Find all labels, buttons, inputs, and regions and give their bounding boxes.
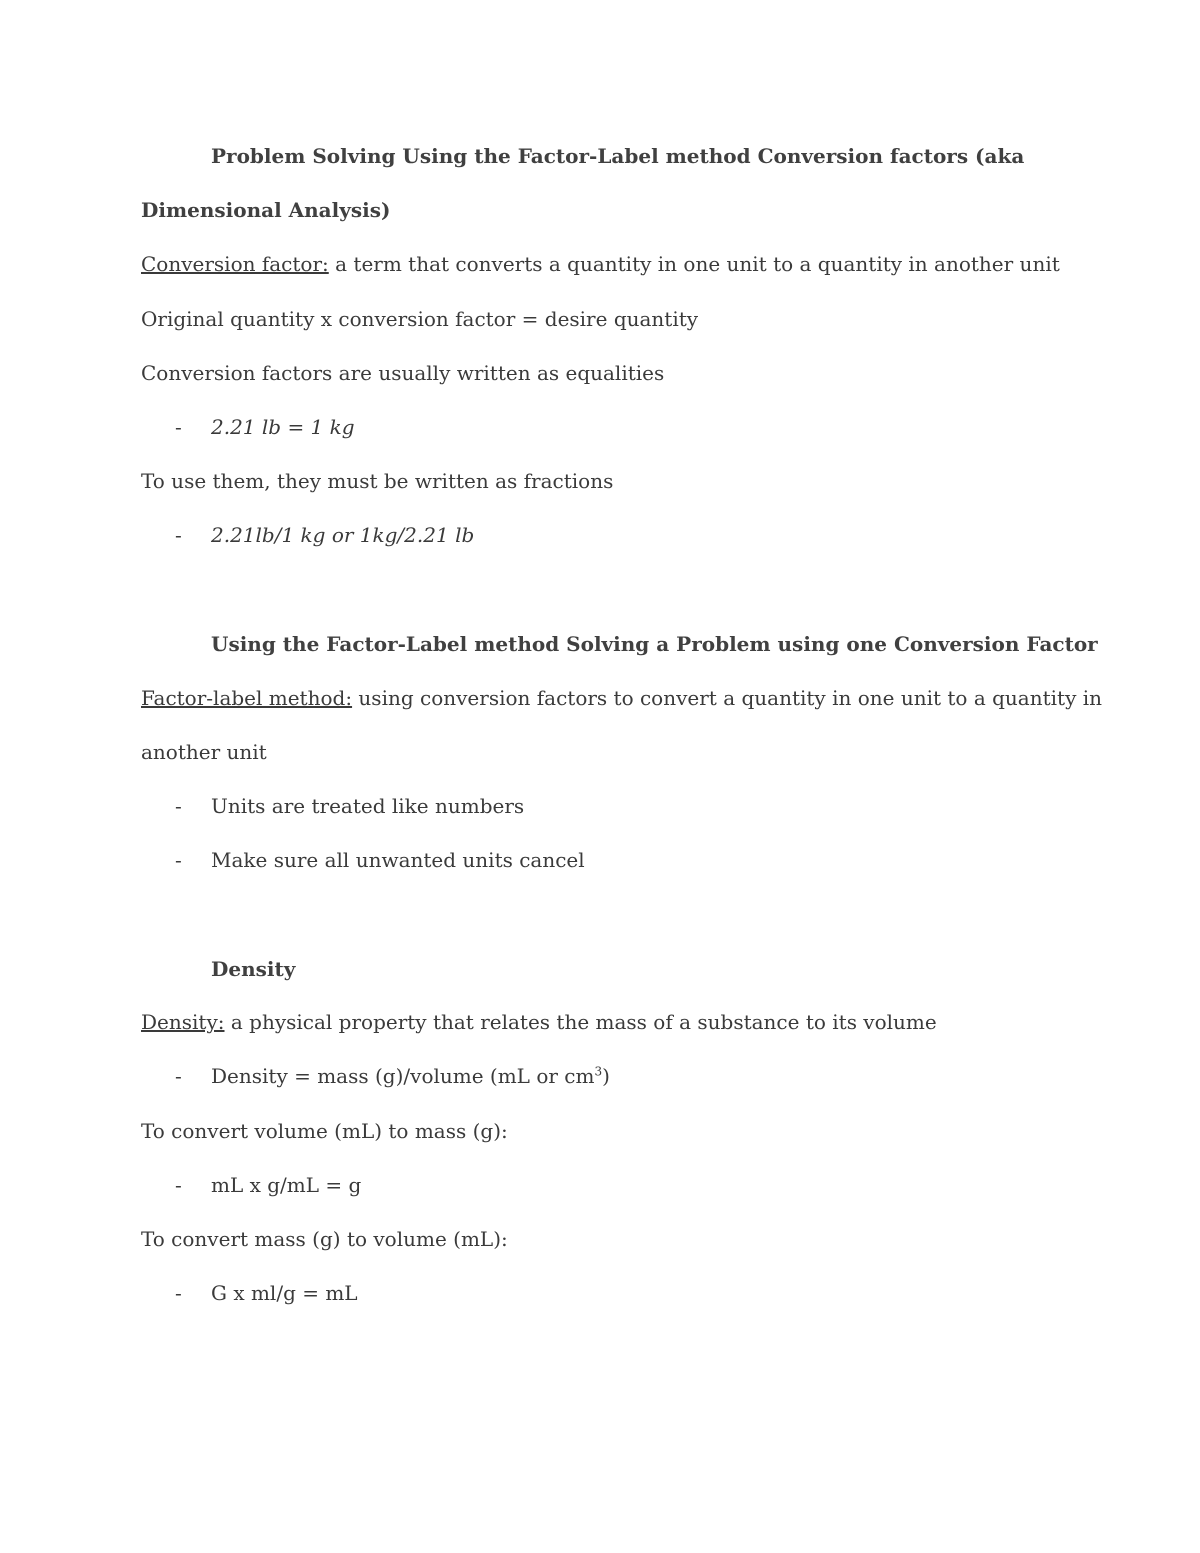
conversion-factor-text: a term that converts a quantity in one unit to a quantity in another unit <box>328 252 1060 276</box>
mass-to-vol-line: To convert mass (g) to volume (mL): <box>141 1227 508 1251</box>
vol-to-mass-line: To convert volume (mL) to mass (g): <box>141 1119 508 1143</box>
bullet-dash: - <box>175 1173 182 1197</box>
section2-heading: Using the Factor-Label method Solving a Problem using one Conversion Factor <box>211 632 1098 656</box>
factor-label-text: using conversion factors to convert a quantity in one unit to a quantity in <box>352 686 1103 710</box>
formula-line: Original quantity x conversion factor = desire quantity <box>141 307 699 331</box>
section3-heading: Density <box>211 957 296 981</box>
bullet-dash: - <box>175 1064 182 1088</box>
factor-label-term: Factor-label method: <box>141 686 353 710</box>
density-formula-superscript: 3 <box>594 1064 603 1079</box>
bullet-equality: 2.21 lb = 1 kg <box>211 415 355 439</box>
density-formula-main: Density = mass (g)/volume (mL or cm <box>211 1064 595 1088</box>
bullet-dash: - <box>175 794 182 818</box>
bullet-dash: - <box>175 1281 182 1305</box>
conversion-factor-term: Conversion factor: <box>141 252 329 276</box>
density-formula-end: ) <box>602 1064 610 1088</box>
section1-heading-line1: Problem Solving Using the Factor-Label method Conversion factors (aka <box>211 144 1025 168</box>
factor-label-definition <box>141 684 1103 712</box>
bullet-units-cancel: Make sure all unwanted units cancel <box>211 848 585 872</box>
bullet-units-numbers: Units are treated like numbers <box>211 794 525 818</box>
section1-heading-line2: Dimensional Analysis) <box>141 198 391 222</box>
factor-label-definition-cont: another unit <box>141 740 267 764</box>
bullet-dash: - <box>175 848 182 872</box>
density-term: Density: <box>141 1010 225 1034</box>
equalities-line: Conversion factors are usually written as equalities <box>141 361 665 385</box>
bullet-dash: - <box>175 415 182 439</box>
bullet-vol-to-mass: mL x g/mL = g <box>211 1173 362 1197</box>
density-text: a physical property that relates the mass of a substance to its volume <box>224 1010 937 1034</box>
bullet-mass-to-vol: G x ml/g = mL <box>211 1281 358 1305</box>
conversion-factor-definition <box>141 250 1070 278</box>
density-definition <box>141 1008 1070 1036</box>
bullet-density-formula <box>211 1062 610 1090</box>
bullet-dash: - <box>175 523 182 547</box>
bullet-fractions: 2.21lb/1 kg or 1kg/2.21 lb <box>211 523 475 547</box>
fractions-line: To use them, they must be written as fractions <box>141 469 614 493</box>
